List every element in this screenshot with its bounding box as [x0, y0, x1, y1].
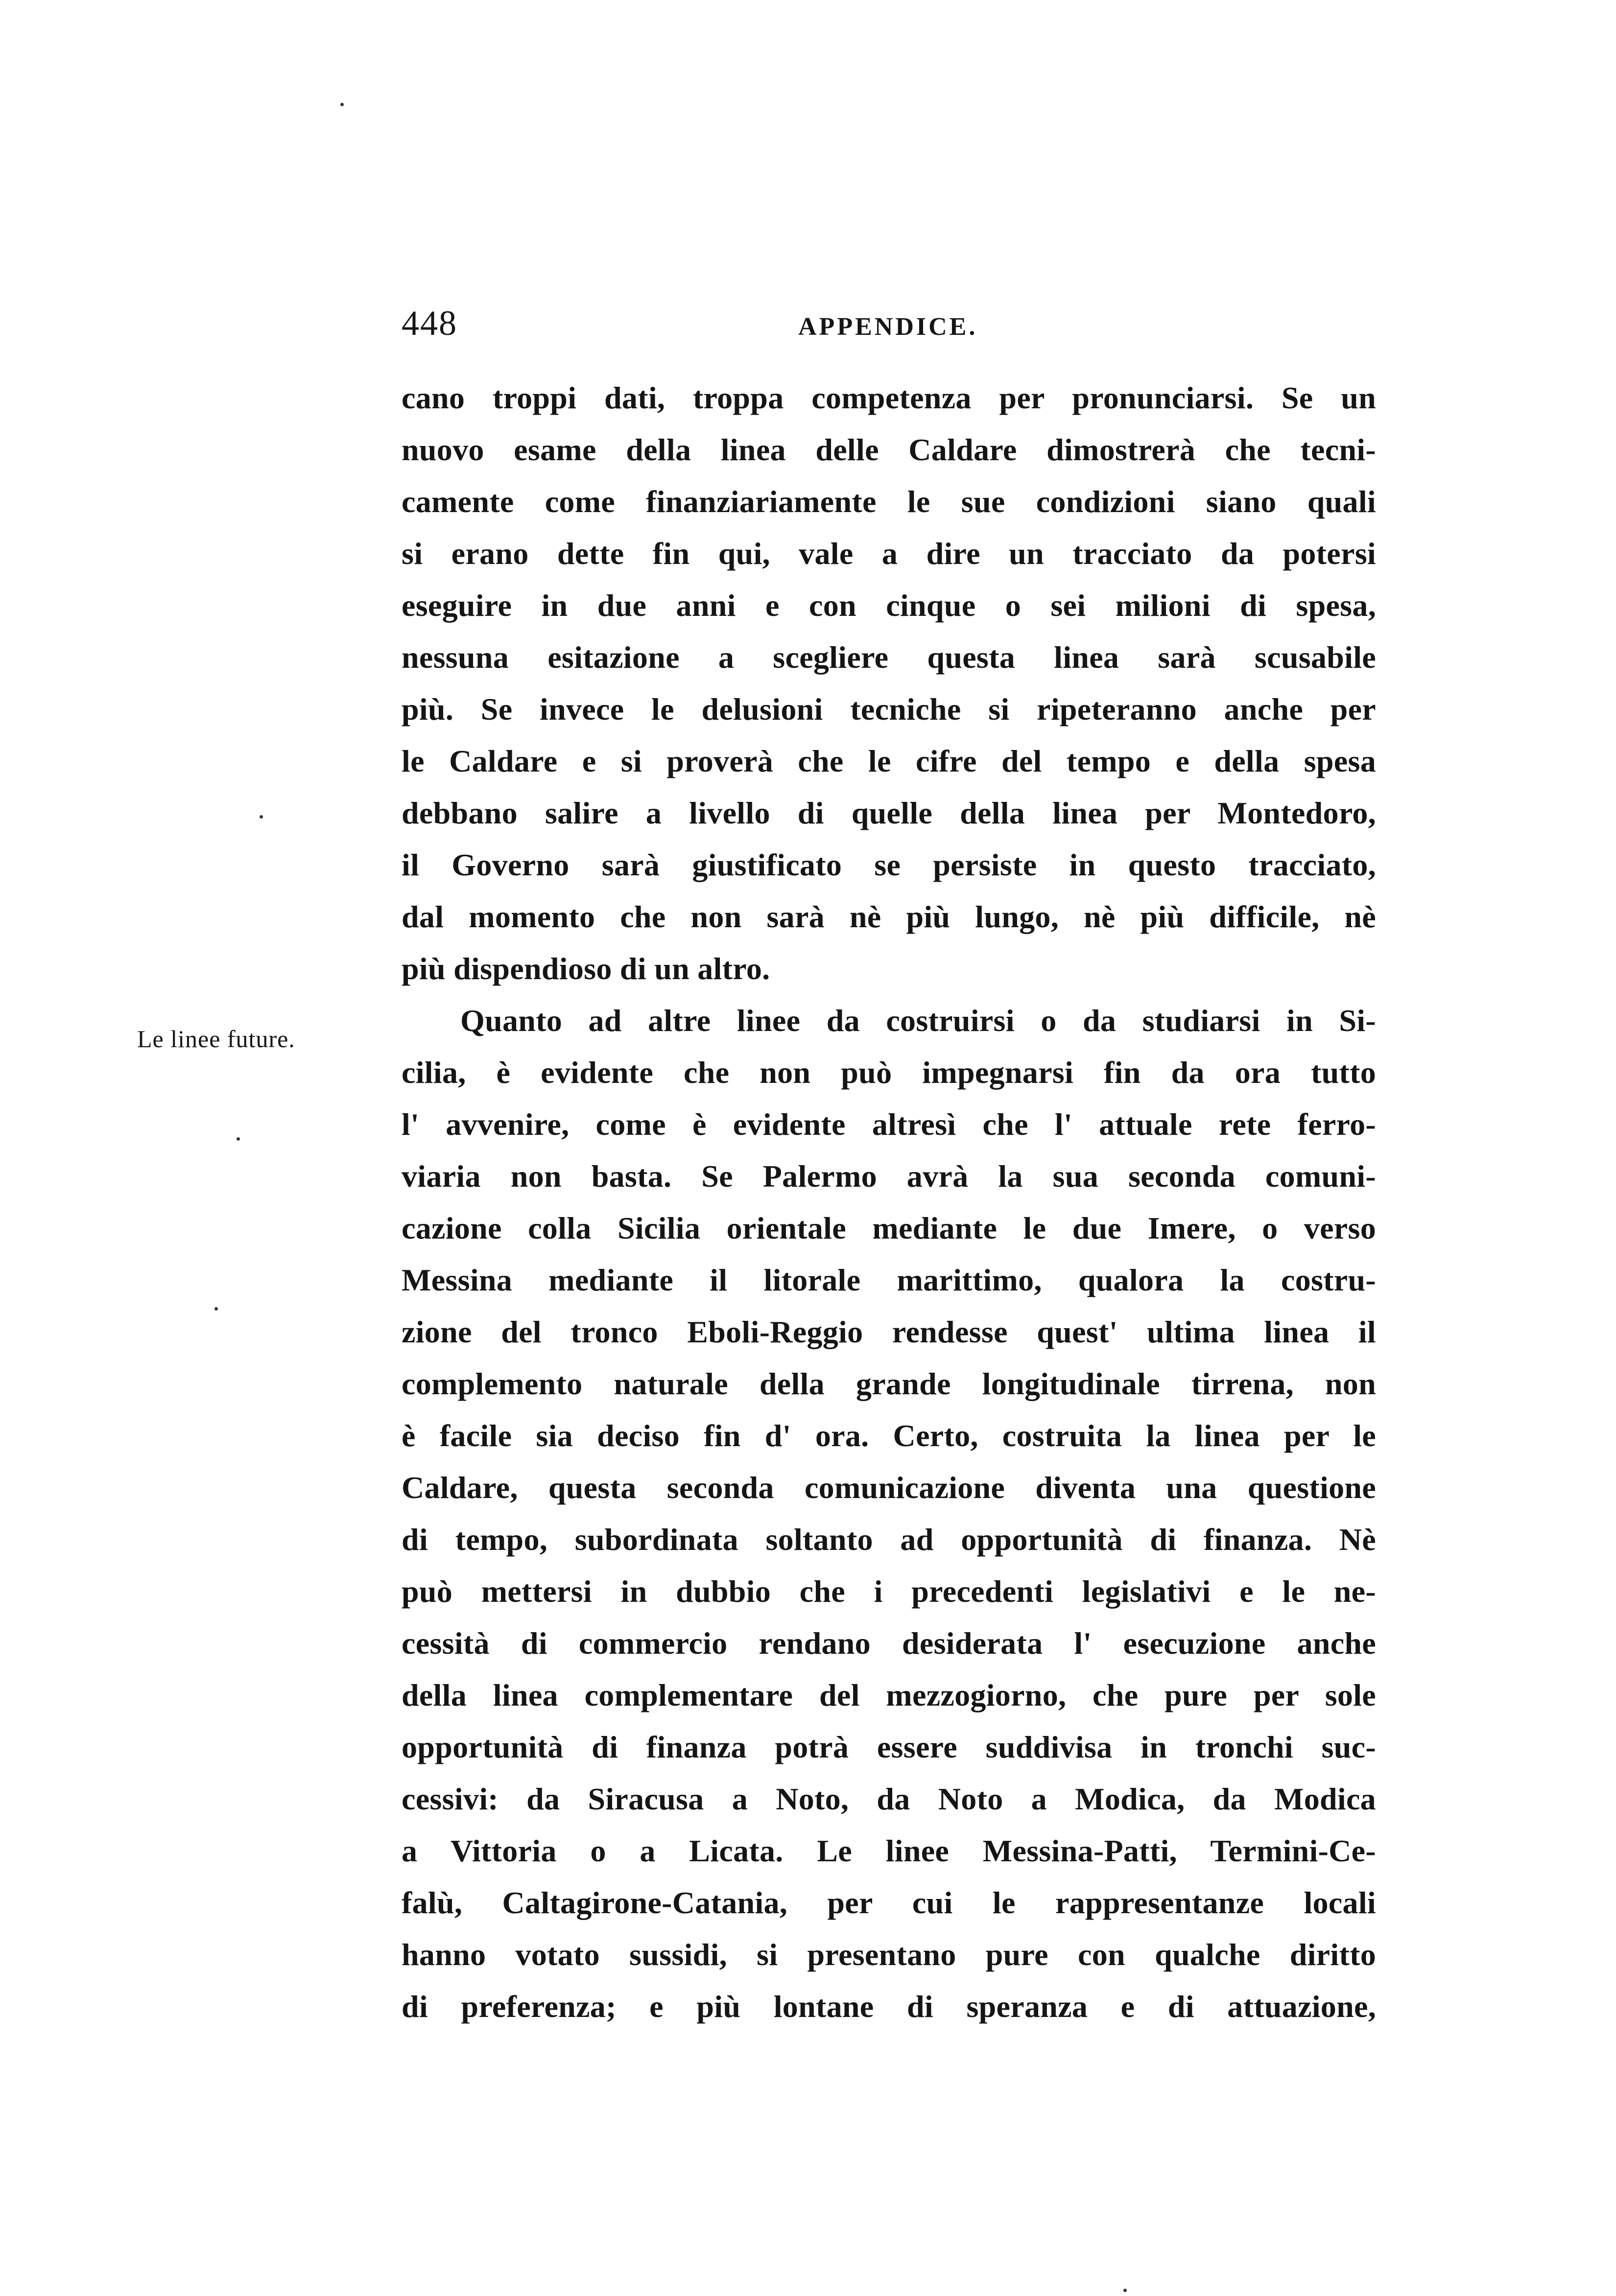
- running-head: APPENDICE.: [798, 313, 978, 341]
- scan-speck: [214, 1307, 218, 1311]
- text-line: le Caldare e si proverà che le cifre del tempo e della spesa: [402, 744, 1376, 778]
- page-number: 448: [402, 304, 457, 343]
- text-line: cessivi: da Siracusa a Noto, da Noto a Modica, da Modica: [402, 1781, 1376, 1816]
- text-line: falù, Caltagirone-Catania, per cui le rappresentanze locali: [402, 1885, 1376, 1920]
- text-line: si erano dette fin qui, vale a dire un tracciato da potersi: [402, 536, 1376, 571]
- text-line: può mettersi in dubbio che i precedenti legislativi e le ne-: [402, 1574, 1376, 1609]
- text-line: a Vittoria o a Licata. Le linee Messina-Patti, Termini-Ce-: [402, 1833, 1376, 1868]
- text-line: cano troppi dati, troppa competenza per pronunciarsi. Se un: [402, 380, 1376, 415]
- scan-speck: [237, 1137, 240, 1141]
- text-line: camente come finanziariamente le sue condizioni siano quali: [402, 484, 1376, 519]
- text-line: zione del tronco Eboli-Reggio rendesse quest' ultima linea il: [402, 1314, 1376, 1349]
- text-line: nuovo esame della linea delle Caldare dimostrerà che tecni-: [402, 432, 1376, 467]
- text-line: l' avvenire, come è evidente altresì che l' attuale rete ferro-: [402, 1107, 1376, 1142]
- text-line: cessità di commercio rendano desiderata l' esecuzione anche: [402, 1626, 1376, 1661]
- text-line: cilia, è evidente che non può impegnarsi fin da ora tutto: [402, 1055, 1376, 1090]
- text-line: è facile sia deciso fin d' ora. Certo, costruita la linea per le: [402, 1418, 1376, 1453]
- scan-speck: [1123, 2289, 1127, 2292]
- text-line: nessuna esitazione a scegliere questa linea sarà scusabile: [402, 640, 1376, 675]
- scan-speck: [260, 815, 263, 819]
- text-line: di preferenza; e più lontane di speranza e di attuazione,: [402, 1989, 1376, 2024]
- text-line: dal momento che non sarà nè più lungo, nè più difficile, nè: [402, 899, 1376, 934]
- text-line: complemento naturale della grande longitudinale tirrena, non: [402, 1366, 1376, 1401]
- text-line: Caldare, questa seconda comunicazione diventa una questione: [402, 1470, 1376, 1505]
- text-line: Messina mediante il litorale marittimo, qualora la costru-: [402, 1263, 1376, 1297]
- text-line: opportunità di finanza potrà essere suddivisa in tronchi suc-: [402, 1730, 1376, 1764]
- text-line: eseguire in due anni e con cinque o sei milioni di spesa,: [402, 588, 1376, 623]
- text-line: Quanto ad altre linee da costruirsi o da studiarsi in Si-: [460, 1003, 1376, 1038]
- scan-speck: [340, 103, 344, 106]
- text-line: hanno votato sussidi, si presentano pure con qualche diritto: [402, 1937, 1376, 1972]
- text-line: della linea complementare del mezzogiorno, che pure per sole: [402, 1678, 1376, 1712]
- text-line: viaria non basta. Se Palermo avrà la sua seconda comuni-: [402, 1159, 1376, 1194]
- text-line: il Governo sarà giustificato se persiste in questo tracciato,: [402, 847, 1376, 882]
- margin-note: Le linee future.: [137, 1025, 295, 1053]
- text-line: più dispendioso di un altro.: [402, 951, 770, 986]
- text-line: debbano salire a livello di quelle della linea per Montedoro,: [402, 796, 1376, 830]
- text-line: cazione colla Sicilia orientale mediante le due Imere, o verso: [402, 1211, 1376, 1245]
- page-header: [402, 299, 1376, 352]
- text-line: di tempo, subordinata soltanto ad opportunità di finanza. Nè: [402, 1522, 1376, 1557]
- body-text: [402, 372, 1376, 2033]
- text-line: più. Se invece le delusioni tecniche si ripeteranno anche per: [402, 692, 1376, 726]
